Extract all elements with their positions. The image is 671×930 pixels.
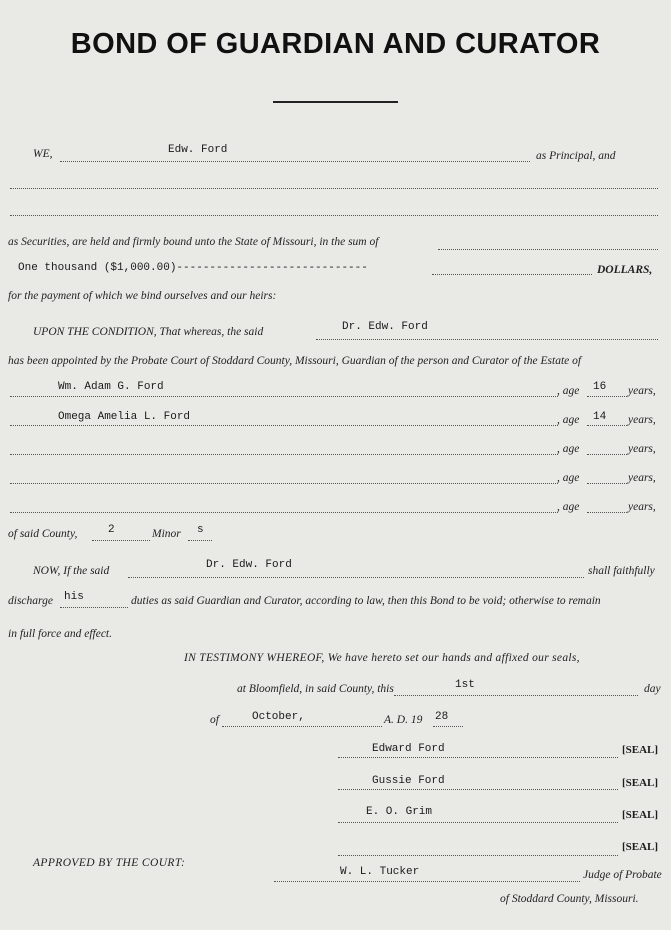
signature-3: E. O. Grim — [366, 806, 433, 818]
judge-line — [274, 881, 580, 882]
signature-line-2 — [338, 789, 618, 790]
of-said-county-label: of said County, — [8, 528, 78, 540]
judge-name: W. L. Tucker — [340, 866, 420, 878]
full-force-text: in full force and effect. — [8, 628, 113, 640]
age-line-3 — [587, 454, 627, 455]
seal-4: [SEAL] — [622, 841, 659, 853]
age-line-4 — [587, 483, 627, 484]
day-label: day — [644, 683, 661, 695]
ward-age-1: 16 — [593, 381, 607, 393]
minor-count-line — [92, 540, 150, 541]
month-value: October, — [252, 711, 305, 723]
said-line — [316, 339, 658, 340]
seal-3: [SEAL] — [622, 809, 659, 821]
age-label-3: , age — [557, 443, 580, 455]
said-name: Dr. Edw. Ford — [342, 321, 428, 333]
county-text: of Stoddard County, Missouri. — [500, 893, 639, 905]
year-line — [433, 726, 463, 727]
payment-text: for the payment of which we bind ourselves and our heirs: — [8, 290, 277, 302]
minor-count: 2 — [108, 524, 115, 536]
faithfully-text: shall faithfully — [588, 565, 655, 577]
minor-label: Minor — [152, 528, 181, 540]
year-value: 28 — [435, 711, 449, 723]
signature-2: Gussie Ford — [372, 775, 445, 787]
years-label-1: years, — [628, 385, 656, 397]
age-line-5 — [587, 512, 627, 513]
appointed-text: has been appointed by the Probate Court of Stoddard County, Missouri, Guardian of the person and Curator of the Estate of — [8, 355, 582, 367]
ward-line-3 — [10, 454, 558, 455]
age-label-5: , age — [557, 501, 580, 513]
signature-line-4 — [338, 855, 618, 856]
bloomfield-text: at Bloomfield, in said County, this — [237, 683, 394, 695]
age-line-1 — [587, 396, 627, 397]
ward-name-2: Omega Amelia L. Ford — [58, 411, 191, 423]
signature-line-3 — [338, 822, 618, 823]
now-name: Dr. Edw. Ford — [206, 559, 292, 571]
ward-age-2: 14 — [593, 411, 607, 423]
duties-text: duties as said Guardian and Curator, according to law, then this Bond to be void; otherwise to remain — [131, 595, 601, 607]
age-line-2 — [587, 425, 627, 426]
ward-name-1: Wm. Adam G. Ford — [58, 381, 164, 393]
sum-line — [438, 249, 658, 250]
seal-2: [SEAL] — [622, 777, 659, 789]
minor-suffix: s — [197, 524, 204, 536]
securities-text: as Securities, are held and firmly bound unto the State of Missouri, in the sum of — [8, 236, 379, 248]
blank-line-2 — [10, 215, 658, 216]
ward-line-2 — [10, 425, 558, 426]
age-label-1: , age — [557, 385, 580, 397]
day-line — [394, 695, 638, 696]
of-label: of — [210, 714, 219, 726]
judge-text: Judge of Probate — [583, 869, 662, 881]
day-value: 1st — [455, 679, 475, 691]
ward-line-5 — [10, 512, 558, 513]
now-text: NOW, If the said — [33, 565, 110, 577]
minor-suffix-line — [188, 540, 212, 541]
as-principal-label: as Principal, and — [536, 150, 616, 162]
pronoun: his — [64, 591, 84, 603]
years-label-3: years, — [628, 443, 656, 455]
testimony-text: IN TESTIMONY WHEREOF, We have hereto set our hands and affixed our seals, — [184, 652, 580, 664]
blank-line-1 — [10, 188, 658, 189]
ad-label: A. D. 19 — [384, 714, 423, 726]
pronoun-line — [60, 607, 128, 608]
now-line — [128, 577, 584, 578]
principal-line — [60, 161, 530, 162]
years-label-2: years, — [628, 414, 656, 426]
dollars-label: DOLLARS, — [597, 264, 653, 276]
age-label-4: , age — [557, 472, 580, 484]
approved-text: APPROVED BY THE COURT: — [33, 857, 186, 869]
discharge-label: discharge — [8, 595, 53, 607]
years-label-4: years, — [628, 472, 656, 484]
seal-1: [SEAL] — [622, 744, 659, 756]
we-label: WE, — [33, 148, 53, 160]
month-line — [222, 726, 382, 727]
title-underline — [273, 101, 398, 103]
age-label-2: , age — [557, 414, 580, 426]
years-label-5: years, — [628, 501, 656, 513]
principal-name: Edw. Ford — [168, 144, 228, 156]
amount-text: One thousand ($1,000.00)----------------------------- — [18, 262, 368, 274]
amount-line — [432, 274, 592, 275]
ward-line-1 — [10, 396, 558, 397]
document-title: BOND OF GUARDIAN AND CURATOR — [70, 28, 601, 60]
signature-1: Edward Ford — [372, 743, 445, 755]
ward-line-4 — [10, 483, 558, 484]
signature-line-1 — [338, 757, 618, 758]
condition-text: UPON THE CONDITION, That whereas, the said — [33, 326, 264, 338]
